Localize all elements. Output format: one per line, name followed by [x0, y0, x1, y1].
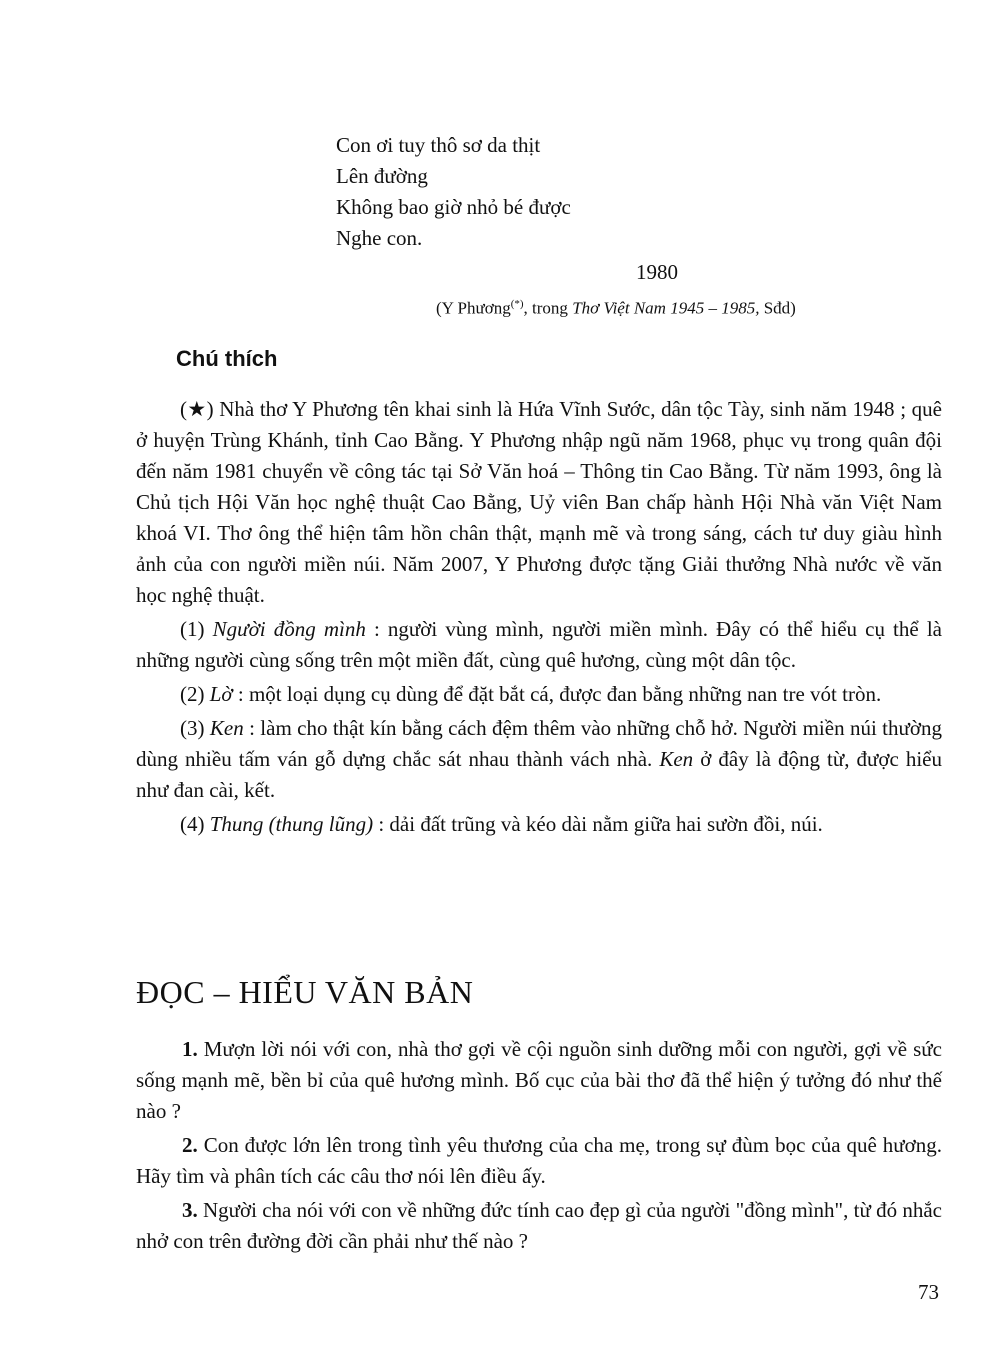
poem-line: Lên đường [336, 164, 428, 188]
source-suffix: Sđd) [759, 298, 796, 318]
author-note: (★) Nhà thơ Y Phương tên khai sinh là Hứa Vĩnh Sước, dân tộc Tày, sinh năm 1948 ; quê ở huyện Trùng Khánh, tỉnh Cao Bằng. Y Phương nhập ngũ năm 1968, phục vụ trong quân đội đến năm 1981 chuyển về công tác tại Sở Văn hoá – Thông tin Cao Bằng. Từ năm 1993, ông là Chủ tịch Hội Văn học nghệ thuật Cao Bằng, Uỷ viên Ban chấp hành Hội Nhà văn Việt Nam khoá VI. Thơ ông thể hiện tâm hồn chân thật, mạnh mẽ và trong sáng, cách tư duy giàu hình ảnh của con người miền núi. Năm 2007, Y Phương được tặng Giải thưởng Nhà nước về văn học nghệ thuật. [136, 397, 942, 607]
question-text: Người cha nói với con về những đức tính cao đẹp gì của người "đồng mình", từ đó nhắc nhở con trên đường đời cần phải như thế nào ? [136, 1198, 942, 1253]
note-number: (3) [180, 716, 210, 740]
question-number: 1. [182, 1037, 198, 1061]
note-definition: : một loại dụng cụ dùng để đặt bắt cá, được đan bằng những nan tre vót tròn. [232, 682, 882, 706]
page-number: 73 [918, 1280, 939, 1304]
poem-line: Con ơi tuy thô sơ da thịt [336, 133, 541, 157]
question-number: 3. [182, 1198, 198, 1222]
source-middle: , trong [523, 298, 573, 318]
question-number: 2. [182, 1133, 198, 1157]
notes-section [136, 394, 942, 843]
question-item [136, 1130, 942, 1192]
note-number: (2) [180, 682, 210, 706]
note-definition: : làm cho thật kín bằng cách đệm thêm vào những chỗ hở. Người miền núi thường dùng nhiều tấm ván gỗ dựng chắc sát nhau thành vách nhà. [136, 716, 942, 771]
note-term: Ken [209, 716, 244, 740]
note-definition: : người vùng mình, người miền mình. Đây có thể hiểu cụ thể là những người cùng sống trên một miền đất, cùng quê hương, cùng một dân tộc. [136, 617, 942, 672]
reading-questions [136, 1034, 942, 1260]
poem-year: 1980 [636, 260, 678, 284]
question-text: Con được lớn lên trong tình yêu thương của cha mẹ, trong sự đùm bọc của quê hương. Hãy tìm và phân tích các câu thơ nói lên điều ấy. [136, 1133, 942, 1188]
note-term: Thung (thung lũng) [209, 812, 374, 836]
note-item [136, 809, 942, 840]
question-text: Mượn lời nói với con, nhà thơ gợi về cội nguồn sinh dưỡng mỗi con người, gợi về sức sống mạnh mẽ, bền bỉ của quê hương mình. Bố cục của bài thơ đã thể hiện ý tưởng đó như thế nào ? [136, 1037, 942, 1123]
source-footnote-mark: (*) [510, 298, 524, 310]
poem-excerpt [336, 130, 571, 254]
question-item [136, 1034, 942, 1127]
poem-source [436, 298, 796, 319]
note-item [136, 713, 942, 806]
note-term: Lờ [209, 682, 233, 706]
poem-line: Không bao giờ nhỏ bé được [336, 195, 571, 219]
note-number: (1) [180, 617, 213, 641]
note-definition-continued: ở đây là động từ, được hiểu như đan cài, kết. [136, 747, 943, 802]
note-item [136, 614, 942, 676]
poem-line: Nghe con. [336, 226, 423, 250]
note-term: Người đồng mình [212, 617, 366, 641]
note-item [136, 679, 942, 710]
notes-heading: Chú thích [176, 346, 278, 371]
source-book-title: Thơ Việt Nam 1945 – 1985, [572, 298, 760, 318]
note-definition: : dải đất trũng và kéo dài nằm giữa hai sườn đồi, núi. [373, 812, 823, 836]
question-item [136, 1195, 942, 1257]
source-author: (Y Phương [436, 298, 511, 318]
note-number: (4) [180, 812, 210, 836]
reading-section-heading: ĐỌC – HIỂU VĂN BẢN [136, 974, 474, 1010]
note-term-repeat: Ken [659, 747, 694, 771]
